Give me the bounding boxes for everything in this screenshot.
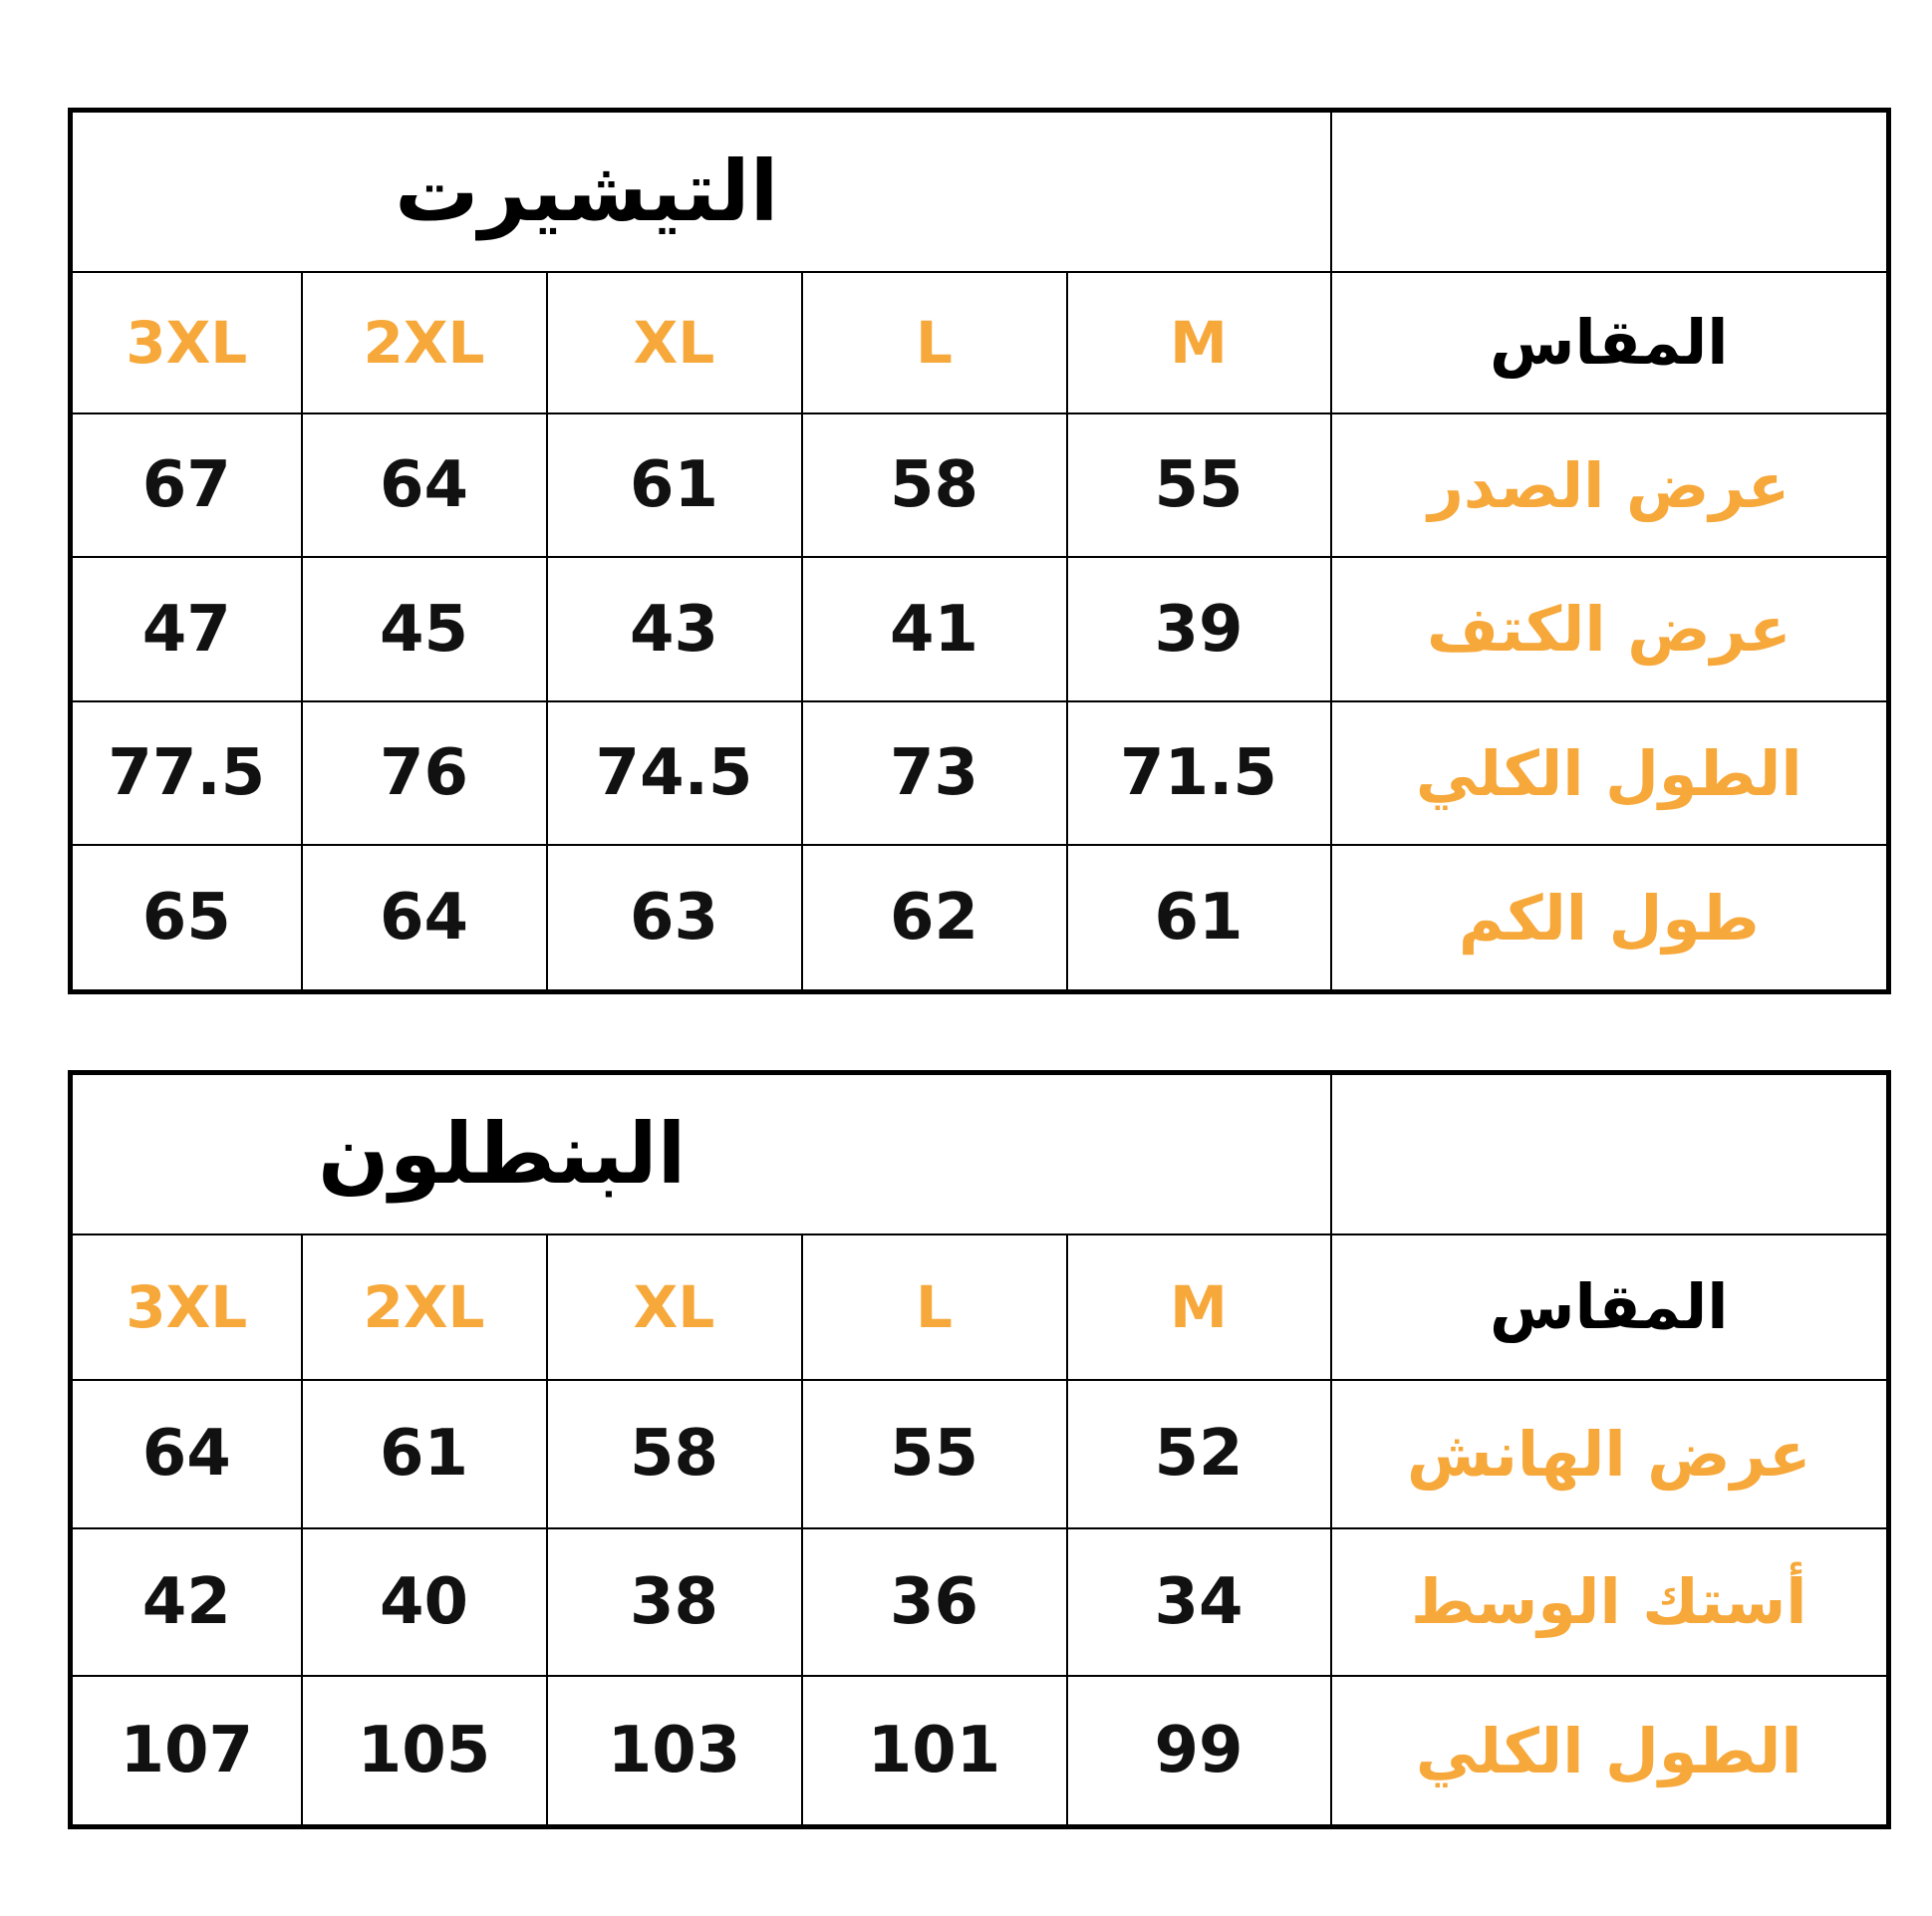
size-3xl-header: 3XL — [71, 1234, 302, 1381]
tshirt-title-empty-cell — [1331, 111, 1889, 272]
value-cell: 74.5 — [547, 701, 802, 845]
table-row — [71, 845, 1889, 991]
value-cell: 52 — [1067, 1380, 1331, 1528]
pants-title-row — [71, 1073, 1889, 1234]
pants-size-table — [68, 1070, 1891, 1829]
value-cell: 107 — [71, 1676, 302, 1826]
table-row — [71, 1676, 1889, 1826]
size-l-header: L — [802, 1234, 1067, 1381]
value-cell: 64 — [302, 413, 547, 557]
value-cell: 103 — [547, 1676, 802, 1826]
size-m-header: M — [1067, 1234, 1331, 1381]
value-cell: 61 — [302, 1380, 547, 1528]
size-xl-header: XL — [547, 1234, 802, 1381]
value-cell: 45 — [302, 557, 547, 700]
size-m-header: M — [1067, 272, 1331, 414]
size-2xl-header: 2XL — [302, 272, 547, 414]
table-row — [71, 557, 1889, 700]
measurement-label: عرض الكتف — [1331, 557, 1889, 700]
size-2xl-header: 2XL — [302, 1234, 547, 1381]
value-cell: 55 — [802, 1380, 1067, 1528]
size-header-label: المقاس — [1331, 272, 1889, 414]
measurement-label: عرض الصدر — [1331, 413, 1889, 557]
value-cell: 58 — [802, 413, 1067, 557]
value-cell: 39 — [1067, 557, 1331, 700]
value-cell: 73 — [802, 701, 1067, 845]
table-row — [71, 701, 1889, 845]
size-l-header: L — [802, 272, 1067, 414]
size-xl-header: XL — [547, 272, 802, 414]
value-cell: 64 — [71, 1380, 302, 1528]
value-cell: 105 — [302, 1676, 547, 1826]
tshirt-title-row — [71, 111, 1889, 272]
value-cell: 47 — [71, 557, 302, 700]
value-cell: 99 — [1067, 1676, 1331, 1826]
value-cell: 61 — [1067, 845, 1331, 991]
value-cell: 61 — [547, 413, 802, 557]
size-header-label: المقاس — [1331, 1234, 1889, 1381]
value-cell: 38 — [547, 1528, 802, 1677]
value-cell: 40 — [302, 1528, 547, 1677]
value-cell: 101 — [802, 1676, 1067, 1826]
value-cell: 71.5 — [1067, 701, 1331, 845]
value-cell: 34 — [1067, 1528, 1331, 1677]
table-row — [71, 413, 1889, 557]
value-cell: 65 — [71, 845, 302, 991]
measurement-label: الطول الكلي — [1331, 1676, 1889, 1826]
measurement-label: الطول الكلي — [1331, 701, 1889, 845]
value-cell: 63 — [547, 845, 802, 991]
table-row — [71, 1528, 1889, 1677]
size-3xl-header: 3XL — [71, 272, 302, 414]
table-row — [71, 1380, 1889, 1528]
value-cell: 62 — [802, 845, 1067, 991]
value-cell: 43 — [547, 557, 802, 700]
pants-title-empty-cell — [1331, 1073, 1889, 1234]
value-cell: 36 — [802, 1528, 1067, 1677]
pants-table-title: البنطلون — [71, 1073, 1331, 1234]
measurement-label: عرض الهانش — [1331, 1380, 1889, 1528]
value-cell: 77.5 — [71, 701, 302, 845]
measurement-label: أستك الوسط — [1331, 1528, 1889, 1677]
pants-size-header-row — [71, 1234, 1889, 1381]
measurement-label: طول الكم — [1331, 845, 1889, 991]
tshirt-size-header-row — [71, 272, 1889, 414]
tshirt-table-title: التيشيرت — [71, 111, 1331, 272]
value-cell: 64 — [302, 845, 547, 991]
value-cell: 76 — [302, 701, 547, 845]
value-cell: 67 — [71, 413, 302, 557]
value-cell: 58 — [547, 1380, 802, 1528]
tshirt-size-table — [68, 108, 1891, 994]
value-cell: 42 — [71, 1528, 302, 1677]
value-cell: 55 — [1067, 413, 1331, 557]
value-cell: 41 — [802, 557, 1067, 700]
